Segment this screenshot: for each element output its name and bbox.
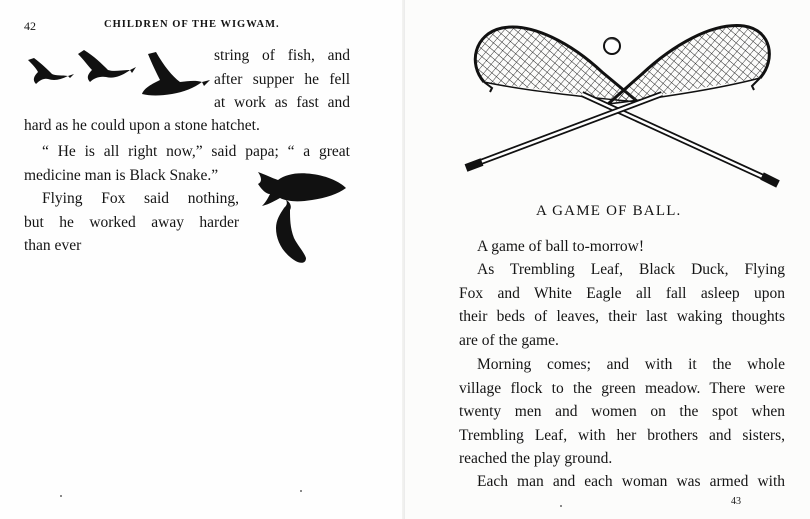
text-line: twenty men and women on the spot when bbox=[459, 403, 785, 420]
chapter-heading: A GAME OF BALL. bbox=[536, 203, 682, 219]
text-line: A game of ball to-morrow! bbox=[477, 238, 645, 255]
text-line: at work as fast and bbox=[214, 94, 350, 111]
text-line: medicine man is Black Snake.” bbox=[24, 166, 219, 184]
fish-illustration bbox=[256, 170, 351, 268]
left-paragraph-1-tail bbox=[24, 114, 350, 138]
text-line: but he worked away harder bbox=[24, 213, 239, 231]
left-paragraph-1-wrap bbox=[214, 44, 350, 115]
text-line: are of the game. bbox=[459, 331, 559, 349]
right-page-number: 43 bbox=[731, 496, 741, 507]
left-paragraph-3 bbox=[24, 187, 239, 258]
right-paragraph-1 bbox=[459, 235, 785, 259]
fish-silhouette bbox=[276, 200, 306, 263]
paper-speck bbox=[560, 505, 562, 507]
text-line: “ He is all right now,” said papa; “ a great bbox=[42, 143, 350, 160]
fish-silhouette bbox=[258, 172, 346, 206]
right-paragraph-4 bbox=[459, 470, 785, 494]
goose-silhouette bbox=[28, 58, 74, 84]
text-line: their beds of leaves, their last waking thoughts bbox=[459, 308, 785, 325]
text-line: As Trembling Leaf, Black Duck, Flying bbox=[477, 261, 785, 278]
text-line: Morning comes; and with it the whole bbox=[477, 356, 785, 373]
text-line: reached the play ground. bbox=[459, 450, 613, 467]
text-line: Flying Fox said nothing, bbox=[42, 190, 239, 207]
running-head: CHILDREN OF THE WIGWAM. bbox=[104, 19, 280, 30]
flying-geese-illustration bbox=[24, 50, 214, 102]
text-line: Trembling Leaf, with her brothers and sisters, bbox=[459, 426, 785, 444]
text-line: village flock to the green meadow. There were bbox=[459, 379, 785, 397]
paper-speck bbox=[60, 495, 62, 497]
goose-silhouette bbox=[142, 52, 210, 96]
text-line: than ever bbox=[24, 237, 82, 254]
goose-silhouette bbox=[78, 50, 136, 82]
text-line: hard as he could upon a stone hatchet. bbox=[24, 117, 260, 134]
text-line: string of fish, and bbox=[214, 47, 350, 64]
text-line: after supper he fell bbox=[214, 70, 350, 88]
text-line: Fox and White Eagle all fall asleep upon bbox=[459, 284, 785, 302]
crossed-lacrosse-sticks-illustration bbox=[462, 24, 784, 192]
left-page-number: 42 bbox=[24, 19, 36, 33]
right-paragraph-2 bbox=[459, 258, 785, 352]
text-line: Each man and each woman was armed with bbox=[477, 473, 785, 490]
right-paragraph-3 bbox=[459, 353, 785, 471]
paper-speck bbox=[300, 490, 302, 492]
ball bbox=[604, 38, 620, 54]
